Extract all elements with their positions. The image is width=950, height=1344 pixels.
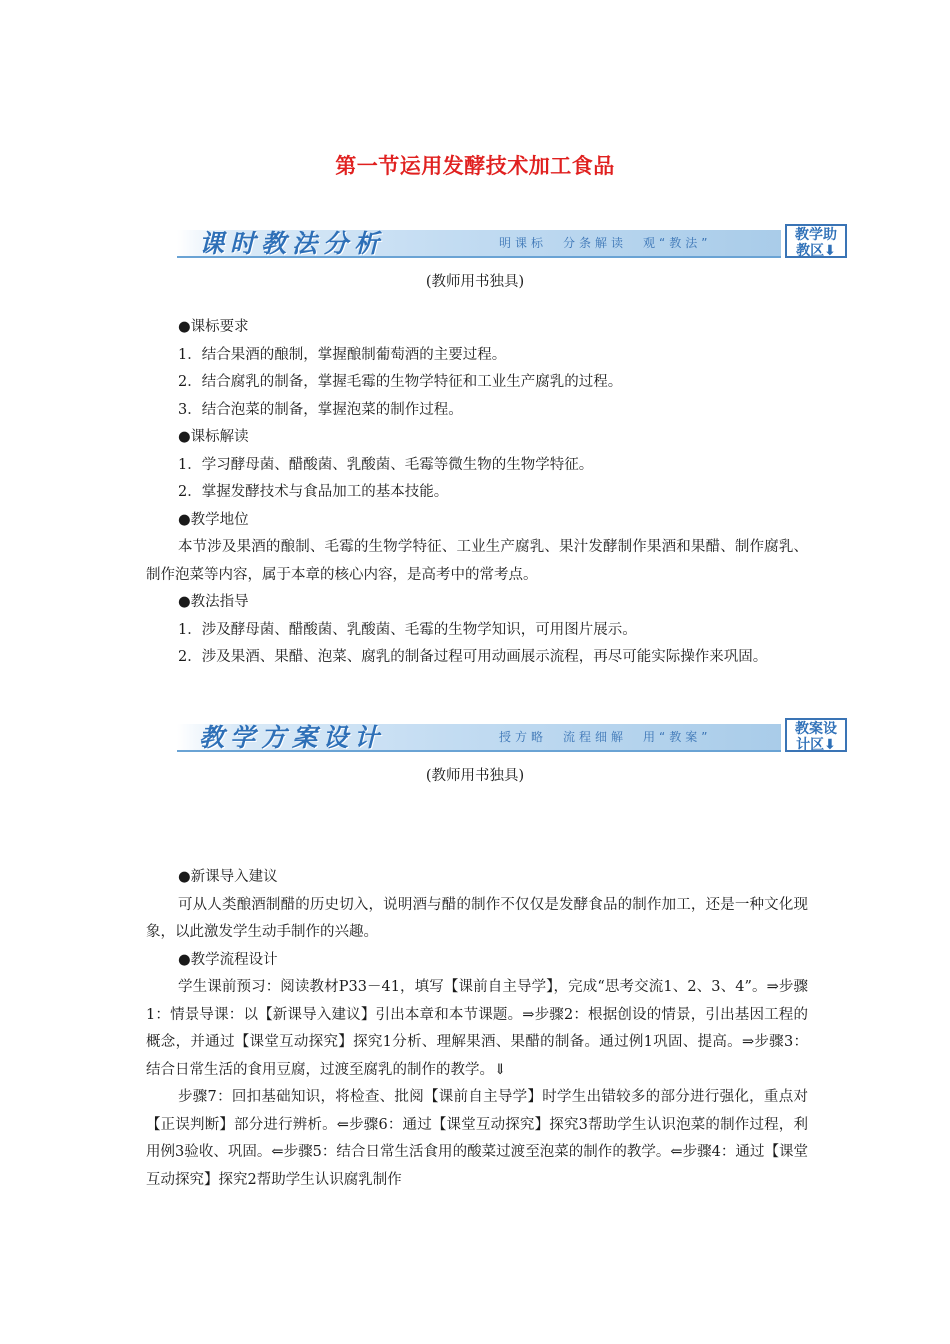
banner-badge [785, 718, 847, 752]
paragraph: 1．学习酵母菌、醋酸菌、乳酸菌、毛霉等微生物的生物学特征。 [178, 456, 594, 473]
paragraph: 步骤7：回扣基础知识，将检查、批阅【课前自主导学】时学生出错较多的部分进行强化，重点对【正误判断】部分进行辨析。⇐步骤6：通过【课堂互动探究】探究3帮助学生认识泡菜的制作过程，利用例3验收、巩固。⇐步骤5：结合日常生活食用的酸菜过渡至泡菜的制作的教学。⇐步骤4：通过【课堂互动探究】探究2帮助学生认识腐乳制作 [146, 1089, 808, 1188]
banner-subheading: 明课标 分条解读 观“教法” [499, 236, 712, 250]
paragraph: 学生课前预习：阅读教材P33－41，填写【课前自主导学】，完成“思考交流1、2、3、4”。⇒步骤1：情景导课：以【新课导入建议】引出本章和本节课题。⇒步骤2：根据创设的情景，引出基因工程的概念，并通过【课堂互动探究】探究1分析、理解果酒、果醋的制备。通过例1巩固、提高。⇒步骤3：结合日常生活的食用豆腐，过渡至腐乳的制作的教学。⇓ [146, 979, 808, 1078]
banner-badge-line: 教区⬇ [796, 243, 836, 259]
paragraph: 本节涉及果酒的酿制、毛霉的生物学特征、工业生产腐乳、果汁发酵制作果酒和果醋、制作腐乳、制作泡菜等内容，属于本章的核心内容，是高考中的常考点。 [146, 539, 808, 583]
heading-teaching-process: ●教学流程设计 [178, 951, 278, 968]
paragraph: 2．涉及果酒、果醋、泡菜、腐乳的制备过程可用动画展示流程，再尽可能实际操作来巩固。 [178, 649, 768, 665]
heading-teaching-status: ●教学地位 [178, 511, 249, 528]
banner-badge [785, 224, 847, 258]
banner-badge-line: 教学助 [795, 227, 837, 243]
banner-subheading: 授方略 流程细解 用“教案” [499, 730, 712, 744]
paragraph: 1．涉及酵母菌、醋酸菌、乳酸菌、毛霉的生物学知识，可用图片展示。 [178, 621, 637, 638]
paragraph: 2．结合腐乳的制备，掌握毛霉的生物学特征和工业生产腐乳的过程。 [178, 374, 623, 390]
banner-heading: 课时教法分析 [199, 229, 386, 258]
paragraph: 2．掌握发酵技术与食品加工的基本技能。 [178, 484, 449, 500]
banner-badge-line: 计区⬇ [796, 737, 836, 753]
section-banner-teaching-plan [177, 718, 849, 754]
heading-teaching-guidance: ●教法指导 [178, 594, 249, 610]
paragraph: 3．结合泡菜的制备，掌握泡菜的制作过程。 [178, 401, 463, 418]
banner-heading: 教学方案设计 [199, 723, 386, 752]
heading-new-lesson-intro: ●新课导入建议 [178, 869, 278, 885]
banner-badge-line: 教案设 [795, 721, 837, 737]
heading-standard-interpretation: ●课标解读 [178, 429, 249, 445]
teacher-only-note: (教师用书独具) [425, 274, 525, 290]
section-teaching-plan [146, 864, 808, 1194]
section-banner-teaching-analysis [177, 224, 849, 260]
paragraph: 1．结合果酒的酿制，掌握酿制葡萄酒的主要过程。 [178, 346, 507, 363]
teacher-only-note: (教师用书独具) [425, 768, 525, 784]
section-teaching-analysis [146, 314, 808, 672]
paragraph: 可从人类酿酒制醋的历史切入，说明酒与醋的制作不仅仅是发酵食品的制作加工，还是一种文化现象，以此激发学生动手制作的兴趣。 [146, 896, 808, 940]
heading-standard-requirements: ●课标要求 [178, 319, 249, 335]
page-title: 第一节运用发酵技术加工食品 [335, 154, 615, 178]
